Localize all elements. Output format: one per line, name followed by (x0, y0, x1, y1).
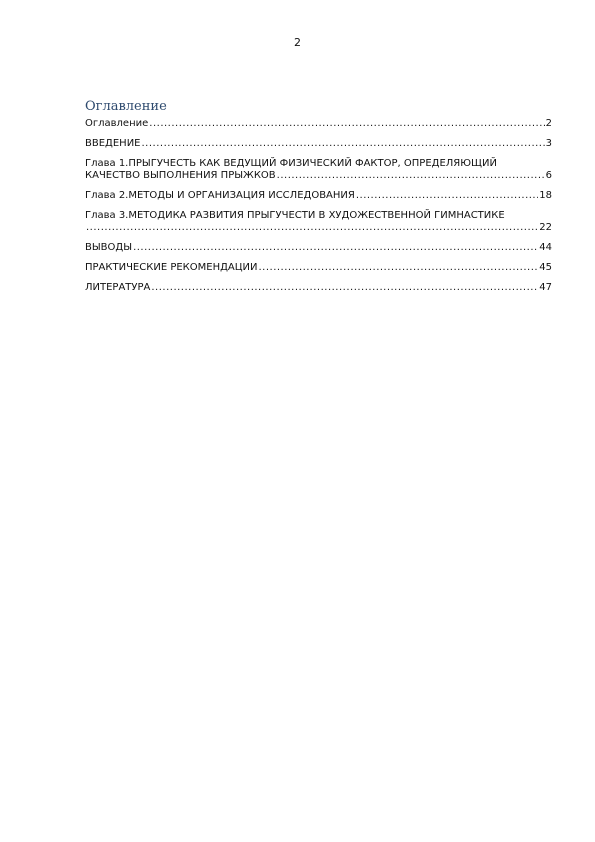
toc-entry-contents[interactable] (85, 118, 552, 130)
toc-dot-leader (356, 190, 538, 202)
toc-title: Оглавление (85, 99, 167, 114)
toc-dot-leader (149, 118, 544, 130)
toc-entry-page: 45 (539, 262, 552, 273)
toc-entry-page: 2 (545, 118, 552, 129)
toc-entry-row (85, 118, 552, 130)
toc-entry-row (85, 190, 552, 202)
toc-entry-introduction[interactable] (85, 138, 552, 150)
toc-entry-page: 47 (539, 282, 552, 293)
toc-dot-leader (258, 262, 538, 274)
toc-entry-chapter-2[interactable] (85, 190, 552, 202)
toc-dot-leader (86, 222, 538, 234)
toc-entry-page: 22 (539, 222, 552, 233)
toc-dot-leader (142, 138, 545, 150)
toc-dot-leader (277, 170, 545, 182)
toc-entry-page: 6 (545, 170, 552, 181)
toc-entry-text: КАЧЕСТВО ВЫПОЛНЕНИЯ ПРЫЖКОВ (85, 170, 276, 181)
toc-entry-row (85, 138, 552, 150)
toc-entry-text-line1: Глава 3.МЕТОДИКА РАЗВИТИЯ ПРЫГУЧЕСТИ В ХУДОЖЕСТВЕННОЙ ГИМНАСТИКЕ (85, 210, 505, 221)
toc-entry-page: 44 (539, 242, 552, 253)
toc-entry-row (85, 282, 552, 294)
toc-entry-text: ВВЕДЕНИЕ (85, 138, 141, 149)
toc-entry-text: Глава 2.МЕТОДЫ И ОРГАНИЗАЦИЯ ИССЛЕДОВАНИЯ (85, 190, 355, 201)
page-number: 2 (294, 36, 301, 49)
toc-entry-literature[interactable] (85, 282, 552, 294)
toc-entry-row (85, 222, 552, 234)
toc-entry-recommendations[interactable] (85, 262, 552, 274)
toc-entry-text: ПРАКТИЧЕСКИЕ РЕКОМЕНДАЦИИ (85, 262, 258, 273)
toc-entry-page: 3 (545, 138, 552, 149)
toc-list (85, 118, 552, 294)
toc-dot-leader (133, 242, 538, 254)
toc-entry-page: 18 (539, 190, 552, 201)
toc-dot-leader (151, 282, 538, 294)
toc-entry-row (85, 242, 552, 254)
toc-entry-text: ЛИТЕРАТУРА (85, 282, 151, 293)
toc-entry-row (85, 262, 552, 274)
toc-entry-text: Оглавление (85, 118, 149, 129)
toc-entry-conclusions[interactable] (85, 242, 552, 254)
toc-entry-text: ВЫВОДЫ (85, 242, 133, 253)
toc-entry-text-line1: Глава 1.ПРЫГУЧЕСТЬ КАК ВЕДУЩИЙ ФИЗИЧЕСКИЙ ФАКТОР, ОПРЕДЕЛЯЮЩИЙ (85, 158, 497, 169)
toc-entry-chapter-3[interactable] (85, 210, 552, 234)
table-of-contents (85, 99, 552, 302)
toc-entry-chapter-1[interactable] (85, 158, 552, 182)
toc-entry-row (85, 170, 552, 182)
